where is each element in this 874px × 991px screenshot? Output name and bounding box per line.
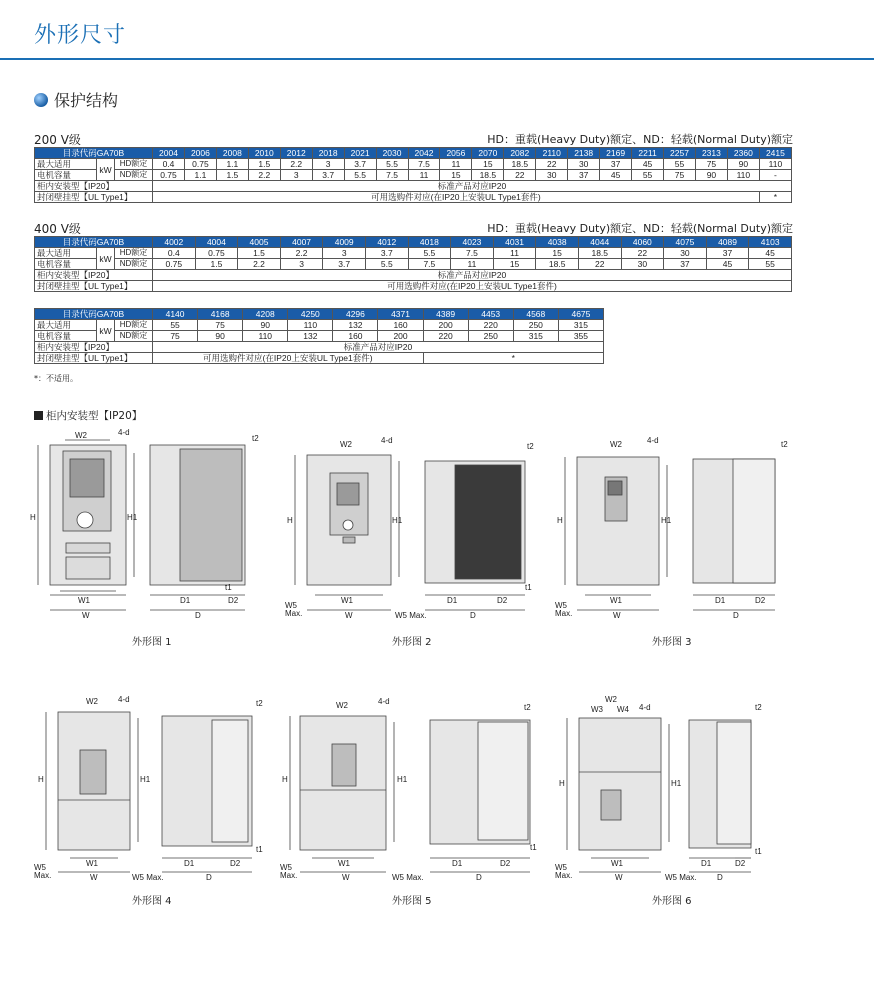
hd-value-cell: 37 [706,248,749,259]
nd-value-cell: 315 [513,331,558,342]
hd-value-cell: 30 [664,248,707,259]
dim-label: D [733,611,739,620]
hd-value-cell: 110 [759,159,791,170]
dim-label: t2 [524,703,531,712]
figures-heading-text: 柜内安装型【IP20】 [46,410,143,422]
nd-value-cell: 2.2 [238,259,281,270]
dim-label: 4-d [378,697,390,706]
nd-value-cell: 15 [440,170,472,181]
nd-value-cell: 3.7 [323,259,366,270]
nd-value-cell: 0.75 [153,259,196,270]
ul-type-label: 封闭壁挂型【UL Type1】 [35,353,153,364]
nd-value-cell: 1.5 [195,259,238,270]
hd-value-cell: 2.2 [280,159,312,170]
dim-label: H1 [140,775,151,784]
dim-label: D1 [184,859,195,868]
dim-label: D2 [500,859,511,868]
ul-support-cell: 可用选购件对应(在IP20上安装UL Type1套件) [153,281,792,292]
model-code-cell: 4031 [493,237,536,248]
nd-value-cell: 90 [695,170,727,181]
dim-label: W1 [338,859,350,868]
dim-label: t1 [225,583,232,592]
hd-value-cell: 90 [243,320,288,331]
section-title: 保护结构 [54,91,119,110]
nd-value-cell: 1.5 [216,170,248,181]
dim-label: t2 [527,442,534,451]
nd-rating-label: ND额定 [115,170,153,181]
ip20-type-label: 柜内安装型【IP20】 [35,270,153,281]
ip20-type-label: 柜内安装型【IP20】 [35,181,153,192]
ip20-type-label: 柜内安装型【IP20】 [35,342,153,353]
dim-label: H1 [127,513,138,522]
hd-value-cell: 90 [727,159,759,170]
model-code-cell: 2257 [664,148,696,159]
hd-rating-label: HD额定 [115,248,153,259]
model-code-cell: 4453 [468,309,513,320]
nd-value-cell: 45 [706,259,749,270]
motor-capacity-label-1: 最大适用 [35,159,97,170]
dim-label: t2 [252,434,259,443]
hd-value-cell: 5.5 [376,159,408,170]
model-code-cell: 2360 [727,148,759,159]
nd-value-cell: 110 [243,331,288,342]
table-row [35,320,604,331]
dim-label: t2 [256,699,263,708]
dim-label: W5 [555,863,567,872]
dim-label: 4-d [381,436,393,445]
model-code-cell: 4018 [408,237,451,248]
model-code-cell: 2415 [759,148,791,159]
dim-label: D2 [755,596,766,605]
figure-caption-6: 外形图 6 [652,896,692,907]
model-code-cell: 4005 [238,237,281,248]
dim-label: D2 [735,859,746,868]
spec-table-200v [34,147,792,203]
hd-value-cell: 1.5 [238,248,281,259]
motor-capacity-label-1: 最大适用 [35,248,97,259]
dim-label: W5 [280,863,292,872]
dim-label: t2 [755,703,762,712]
table-row [35,192,792,203]
kw-unit-label: kW [97,248,115,270]
hd-value-cell: 30 [568,159,600,170]
model-code-cell: 2030 [376,148,408,159]
hd-value-cell: 3.7 [365,248,408,259]
duty-note-400: HD：重载(Heavy Duty)额定、ND：轻载(Normal Duty)额定 [487,222,793,235]
dim-label: W4 [617,705,629,714]
nd-value-cell: 355 [558,331,603,342]
dim-label: W [345,611,353,620]
nd-value-cell: 90 [198,331,243,342]
dim-label: Max. [555,609,573,618]
nd-value-cell: 11 [408,170,440,181]
table-header-row [35,309,604,320]
dim-label: D [717,873,723,882]
dim-label: W2 [605,695,617,704]
hd-value-cell: 5.5 [408,248,451,259]
dim-label: D [470,611,476,620]
hd-value-cell: 7.5 [408,159,440,170]
square-bullet-icon [34,411,43,420]
nd-value-cell: 200 [378,331,423,342]
hd-value-cell: 110 [288,320,333,331]
nd-value-cell: 3 [280,170,312,181]
hd-value-cell: 22 [621,248,664,259]
nd-value-cell: 0.75 [153,170,185,181]
nd-value-cell: 22 [578,259,621,270]
dim-label: 4-d [118,695,130,704]
dim-label: W [90,873,98,882]
dim-label: W1 [341,596,353,605]
dim-label: D [195,611,201,620]
model-code-cell: 4089 [706,237,749,248]
model-code-cell: 4007 [280,237,323,248]
ul-support-cell: 可用选购件对应(在IP20上安装UL Type1套件) [153,353,424,364]
outline-drawing-5 [280,690,550,890]
hd-value-cell: 0.75 [184,159,216,170]
table-header-row [35,148,792,159]
dim-label: H1 [392,516,403,525]
dim-label: W [342,873,350,882]
table-row [35,170,792,181]
dim-label: D2 [230,859,241,868]
figure-caption-4: 外形图 4 [132,896,172,907]
dim-label: H1 [671,779,682,788]
motor-capacity-label-2: 电机容量 [35,170,97,181]
dim-label: H [38,775,44,784]
nd-value-cell: 75 [664,170,696,181]
model-code-cell: 4023 [451,237,494,248]
dim-label: W3 [591,705,603,714]
dim-label: D2 [497,596,508,605]
hd-value-cell: 15 [472,159,504,170]
outline-drawing-6 [555,690,795,890]
model-code-cell: 4038 [536,237,579,248]
voltage-200-heading: 200 V级 [34,133,81,147]
nd-value-cell: 220 [423,331,468,342]
dim-label: H [557,516,563,525]
nd-value-cell: 110 [727,170,759,181]
dim-label: W1 [78,596,90,605]
ip20-support-cell: 标准产品对应IP20 [153,270,792,281]
model-code-cell: 4060 [621,237,664,248]
nd-rating-label: ND额定 [115,331,153,342]
table-row [35,353,604,364]
model-code-cell: 4044 [578,237,621,248]
dim-label: t1 [755,847,762,856]
motor-capacity-label-2: 电机容量 [35,331,97,342]
dim-label: H1 [661,516,672,525]
model-code-cell: 2006 [184,148,216,159]
nd-value-cell: 11 [451,259,494,270]
model-code-cell: 2082 [504,148,536,159]
nd-value-cell: 37 [664,259,707,270]
model-code-cell: 2008 [216,148,248,159]
dim-label: W [613,611,621,620]
nd-value-cell: 5.5 [344,170,376,181]
dim-label: H [282,775,288,784]
dim-label: t2 [781,440,788,449]
model-code-cell: 4675 [558,309,603,320]
nd-value-cell: 55 [749,259,792,270]
model-code-cell: 4389 [423,309,468,320]
hd-value-cell: 3 [312,159,344,170]
model-code-cell: 2110 [536,148,568,159]
table-row [35,259,792,270]
nd-value-cell: 7.5 [408,259,451,270]
hd-value-cell: 75 [695,159,727,170]
nd-value-cell: 15 [493,259,536,270]
model-code-cell: 4002 [153,237,196,248]
dim-label: H [30,513,36,522]
dim-label: W2 [86,697,98,706]
ul-not-applicable-cell: * [423,353,603,364]
motor-capacity-label-1: 最大适用 [35,320,97,331]
model-code-cell: 2056 [440,148,472,159]
dim-label: D1 [715,596,726,605]
hd-value-cell: 0.4 [153,159,185,170]
dim-label: W5 Max. [395,611,427,620]
table-row [35,248,792,259]
table-header-row [35,237,792,248]
outline-drawing-3 [555,425,795,630]
hd-value-cell: 22 [536,159,568,170]
hd-value-cell: 132 [333,320,378,331]
footnote: *：不适用。 [34,374,78,383]
hd-value-cell: 11 [440,159,472,170]
title-divider [0,58,874,60]
dim-label: H1 [397,775,408,784]
hd-value-cell: 18.5 [504,159,536,170]
dim-label: W1 [86,859,98,868]
model-code-cell: 4012 [365,237,408,248]
dim-label: W5 [555,601,567,610]
nd-value-cell: 1.1 [184,170,216,181]
nd-value-cell: 7.5 [376,170,408,181]
table-row [35,331,604,342]
hd-value-cell: 3 [323,248,366,259]
nd-value-cell: 37 [568,170,600,181]
hd-value-cell: 55 [153,320,198,331]
model-code-cell: 4296 [333,309,378,320]
dim-label: W2 [336,701,348,710]
kw-unit-label: kW [97,320,115,342]
hd-value-cell: 220 [468,320,513,331]
figure-caption-3: 外形图 3 [652,637,692,648]
dim-label: D1 [452,859,463,868]
ip20-support-cell: 标准产品对应IP20 [153,342,604,353]
nd-value-cell: 3 [280,259,323,270]
hd-value-cell: 0.75 [195,248,238,259]
dim-label: D [476,873,482,882]
nd-value-cell: 55 [632,170,664,181]
hd-value-cell: 11 [493,248,536,259]
model-code-cell: 2010 [248,148,280,159]
hd-value-cell: 250 [513,320,558,331]
section-heading [34,88,118,111]
dim-label: W5 Max. [665,873,697,882]
table-row [35,181,792,192]
table-row [35,270,792,281]
hd-value-cell: 75 [198,320,243,331]
model-code-cell: 4208 [243,309,288,320]
dim-label: 4-d [647,436,659,445]
model-code-cell: 2169 [600,148,632,159]
model-code-cell: 4009 [323,237,366,248]
hd-rating-label: HD额定 [115,159,153,170]
figure-caption-1: 外形图 1 [132,637,172,648]
nd-value-cell: 30 [536,170,568,181]
hd-value-cell: 45 [749,248,792,259]
model-code-cell: 2138 [568,148,600,159]
figure-caption-5: 外形图 5 [392,896,432,907]
nd-value-cell: 160 [333,331,378,342]
dim-label: W2 [610,440,622,449]
nd-value-cell: 2.2 [248,170,280,181]
bullet-ball-icon [34,93,48,107]
dim-label: W5 [34,863,46,872]
duty-note-200: HD：重载(Heavy Duty)额定、ND：轻载(Normal Duty)额定 [487,133,793,146]
dim-label: W2 [340,440,352,449]
hd-value-cell: 45 [632,159,664,170]
hd-value-cell: 2.2 [280,248,323,259]
dim-label: Max. [280,871,298,880]
hd-value-cell: 0.4 [153,248,196,259]
dim-label: W [615,873,623,882]
dim-label: Max. [555,871,573,880]
model-code-cell: 4250 [288,309,333,320]
hd-value-cell: 315 [558,320,603,331]
model-code-cell: 4140 [153,309,198,320]
spec-table-400v [34,236,792,292]
ul-type-label: 封闭壁挂型【UL Type1】 [35,192,153,203]
hd-value-cell: 1.1 [216,159,248,170]
model-code-cell: 4103 [749,237,792,248]
dim-label: Max. [34,871,52,880]
figures-heading [34,408,142,423]
hd-value-cell: 37 [600,159,632,170]
nd-rating-label: ND额定 [115,259,153,270]
ul-type-label: 封闭壁挂型【UL Type1】 [35,281,153,292]
model-code-cell: 4075 [664,237,707,248]
figure-caption-2: 外形图 2 [392,637,432,648]
dim-label: 4-d [118,428,130,437]
dim-label: Max. [285,609,303,618]
outline-drawing-2 [285,425,545,630]
catalog-code-label: 目录代码GA70B [35,148,153,159]
spec-table-400v-large [34,308,604,364]
kw-unit-label: kW [97,159,115,181]
nd-value-cell: 45 [600,170,632,181]
model-code-cell: 2313 [695,148,727,159]
dim-label: W5 Max. [132,873,164,882]
dim-label: H [559,779,565,788]
dim-label: D1 [701,859,712,868]
nd-value-cell: 132 [288,331,333,342]
model-code-cell: 4371 [378,309,423,320]
nd-value-cell: 75 [153,331,198,342]
catalog-code-label: 目录代码GA70B [35,309,153,320]
model-code-cell: 4004 [195,237,238,248]
model-code-cell: 2021 [344,148,376,159]
page-title: 外形尺寸 [34,23,127,48]
dim-label: W1 [611,859,623,868]
table-row [35,342,604,353]
voltage-400-heading: 400 V级 [34,222,81,236]
dim-label: W [82,611,90,620]
model-code-cell: 2004 [153,148,185,159]
dim-label: H [287,516,293,525]
hd-value-cell: 160 [378,320,423,331]
hd-rating-label: HD额定 [115,320,153,331]
hd-value-cell: 15 [536,248,579,259]
model-code-cell: 2018 [312,148,344,159]
dim-label: D1 [180,596,191,605]
dim-label: 4-d [639,703,651,712]
table-row [35,281,792,292]
model-code-cell: 2012 [280,148,312,159]
dim-label: W2 [75,431,87,440]
nd-value-cell: 3.7 [312,170,344,181]
hd-value-cell: 55 [664,159,696,170]
hd-value-cell: 200 [423,320,468,331]
dim-label: t1 [525,583,532,592]
ip20-support-cell: 标准产品对应IP20 [153,181,792,192]
nd-value-cell: - [759,170,791,181]
hd-value-cell: 18.5 [578,248,621,259]
nd-value-cell: 18.5 [472,170,504,181]
ul-not-applicable-cell: * [759,192,791,203]
model-code-cell: 4168 [198,309,243,320]
dim-label: W1 [610,596,622,605]
dim-label: W5 Max. [392,873,424,882]
dim-label: t1 [256,845,263,854]
hd-value-cell: 1.5 [248,159,280,170]
model-code-cell: 4568 [513,309,558,320]
dim-label: D [206,873,212,882]
nd-value-cell: 250 [468,331,513,342]
hd-value-cell: 7.5 [451,248,494,259]
nd-value-cell: 18.5 [536,259,579,270]
motor-capacity-label-2: 电机容量 [35,259,97,270]
dim-label: D1 [447,596,458,605]
dim-label: D2 [228,596,239,605]
nd-value-cell: 30 [621,259,664,270]
outline-drawing-4 [30,690,275,890]
nd-value-cell: 22 [504,170,536,181]
ul-support-cell: 可用选购件对应(在IP20上安装UL Type1套件) [153,192,760,203]
dim-label: W5 [285,601,297,610]
model-code-cell: 2042 [408,148,440,159]
table-row [35,159,792,170]
catalog-code-label: 目录代码GA70B [35,237,153,248]
hd-value-cell: 3.7 [344,159,376,170]
model-code-cell: 2211 [632,148,664,159]
nd-value-cell: 5.5 [365,259,408,270]
model-code-cell: 2070 [472,148,504,159]
dim-label: t1 [530,843,537,852]
outline-drawing-1 [30,425,270,630]
